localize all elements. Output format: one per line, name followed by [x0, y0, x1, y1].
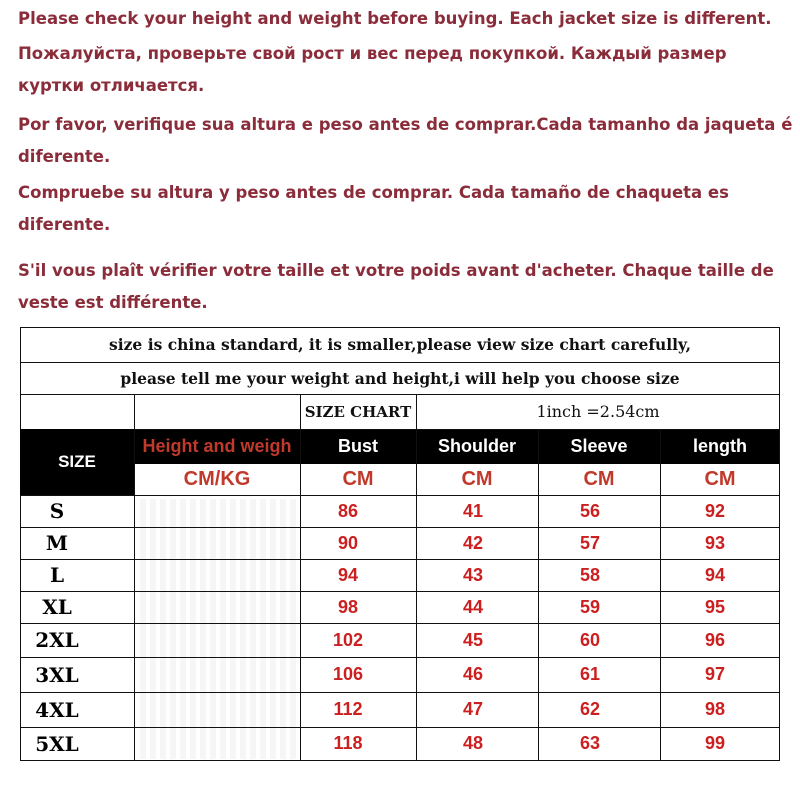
size-label-s: S [49, 499, 65, 523]
height-weight-column-blurred [140, 499, 300, 759]
length-value-4xl: 98 [704, 699, 726, 719]
sleeve-value-3xl: 61 [579, 664, 601, 684]
notice-spanish-line-1: Compruebe su altura y peso antes de comprar. Cada tamaño de chaqueta es [18, 183, 729, 202]
bust-unit: CM [342, 467, 374, 490]
length-value-l: 94 [704, 564, 726, 585]
info-line-2: please tell me your weight and height,i will help you choose size [120, 368, 680, 388]
length-value-5xl: 99 [704, 733, 726, 753]
sleeve-value-2xl: 60 [579, 629, 601, 650]
length-unit: CM [704, 467, 736, 490]
notice-french-line-1: S'il vous plaît vérifier votre taille et votre poids avant d'acheter. Chaque taille de [18, 261, 774, 280]
height-weight-unit: CM/KG [183, 467, 251, 490]
bust-header: Bust [338, 435, 378, 456]
bust-value-xl: 98 [337, 596, 359, 617]
sleeve-value-s: 56 [579, 500, 601, 521]
size-header: SIZE [20, 429, 134, 495]
size-label-xl: XL [42, 595, 72, 619]
shoulder-value-s: 41 [462, 500, 484, 521]
bust-value-m: 90 [337, 532, 359, 553]
notice-portuguese-line-1: Por favor, verifique sua altura e peso antes de comprar.Cada tamanho da jaqueta é [18, 115, 793, 134]
size-chart-table [20, 327, 780, 761]
bust-value-5xl: 118 [333, 733, 363, 753]
length-value-m: 93 [704, 532, 726, 553]
length-value-xl: 95 [704, 596, 726, 617]
notice-french-line-2: veste est différente. [18, 293, 208, 312]
size-label-3xl: 3XL [35, 662, 79, 687]
bust-value-3xl: 106 [332, 664, 364, 684]
sleeve-value-5xl: 63 [579, 733, 601, 753]
sleeve-value-4xl: 62 [579, 699, 601, 719]
bust-value-s: 86 [337, 500, 359, 521]
bust-value-4xl: 112 [333, 699, 363, 719]
shoulder-value-m: 42 [462, 532, 484, 553]
shoulder-unit: CM [461, 467, 493, 490]
info-line-1: size is china standard, it is smaller,please view size chart carefully, [109, 335, 691, 354]
notice-spanish [18, 177, 788, 241]
notice-russian-line-2: куртки отличается. [18, 76, 205, 95]
size-label-2xl: 2XL [35, 628, 79, 652]
size-label-4xl: 4XL [35, 697, 79, 722]
length-value-2xl: 96 [704, 629, 726, 650]
size-chart-label: SIZE CHART [304, 402, 412, 421]
inch-conversion-label: 1inch =2.54cm [536, 402, 660, 421]
shoulder-value-xl: 44 [462, 596, 484, 617]
shoulder-header: Shoulder [437, 435, 516, 456]
sleeve-value-xl: 59 [579, 596, 601, 617]
sleeve-value-l: 58 [579, 564, 601, 585]
shoulder-value-5xl: 48 [462, 733, 484, 753]
length-value-3xl: 97 [704, 664, 726, 684]
length-header: length [693, 435, 747, 456]
notice-french [18, 255, 788, 319]
shoulder-value-4xl: 47 [462, 699, 484, 719]
shoulder-value-l: 43 [462, 564, 484, 585]
bust-value-l: 94 [337, 564, 359, 585]
notice-english-line: Please check your height and weight before buying. Each jacket size is different. [18, 9, 772, 28]
size-label-m: M [45, 531, 69, 555]
notice-russian [18, 38, 788, 102]
bust-value-2xl: 102 [332, 629, 364, 650]
shoulder-value-2xl: 45 [462, 629, 484, 650]
sleeve-value-m: 57 [579, 532, 601, 553]
sleeve-unit: CM [583, 467, 615, 490]
height-weight-header: Height and weigh [142, 435, 292, 456]
notice-portuguese-line-2: diferente. [18, 147, 111, 166]
size-label-l: L [49, 563, 65, 587]
notice-spanish-line-2: diferente. [18, 215, 111, 234]
sleeve-header: Sleeve [570, 435, 628, 456]
length-value-s: 92 [704, 500, 726, 521]
notice-russian-line-1: Пожалуйста, проверьте свой рост и вес перед покупкой. Каждый размер [18, 44, 727, 63]
notice-english [18, 3, 788, 35]
notice-portuguese [18, 109, 793, 173]
size-label-5xl: 5XL [35, 731, 79, 756]
shoulder-value-3xl: 46 [462, 664, 484, 684]
